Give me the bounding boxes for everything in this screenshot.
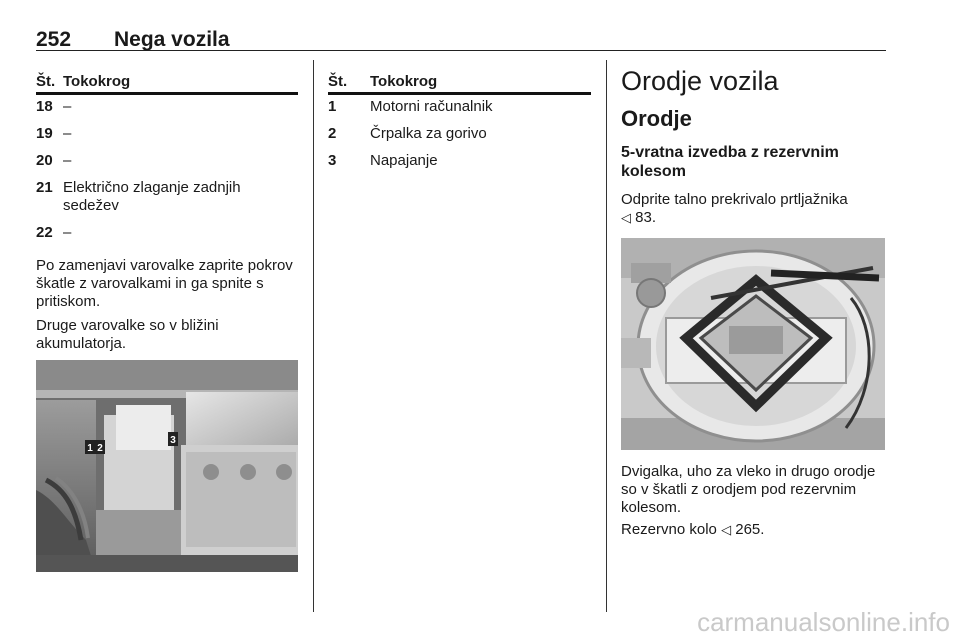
section-heading: 5-vratna izvedba z rezervnim kolesom bbox=[621, 144, 839, 180]
page-reference[interactable]: 83. bbox=[635, 209, 657, 226]
col-num-header: Št. bbox=[328, 73, 348, 90]
table-row: 2 Črpalka za gorivo bbox=[328, 125, 487, 142]
toolkit-photo bbox=[621, 238, 885, 450]
photo-label-2: 2 bbox=[97, 443, 103, 454]
fuse-table-middle bbox=[328, 66, 591, 169]
table-header bbox=[328, 66, 591, 95]
col-circuit-header: Tokokrog bbox=[370, 73, 438, 90]
toolkit-illustration bbox=[621, 238, 885, 450]
fuse-table-left bbox=[36, 66, 298, 241]
page-number: 252 bbox=[36, 28, 72, 51]
page-ref-icon: ◁ bbox=[621, 210, 631, 225]
table-row: 20 – bbox=[36, 152, 72, 169]
table-row: 3 Napajanje bbox=[328, 152, 438, 169]
engine-bay-illustration bbox=[36, 360, 298, 572]
info-paragraph: Dvigalka, uho za vleko in drugo orodje so v škatli z orodjem pod rezervnim kolesom. bbox=[621, 463, 876, 516]
table-row: 1 Motorni računalnik bbox=[328, 98, 493, 115]
page-ref-icon: ◁ bbox=[721, 522, 732, 537]
table-row: 18 – bbox=[36, 98, 72, 115]
table-row: 22 – bbox=[36, 224, 72, 241]
col-num-header: Št. bbox=[36, 73, 56, 90]
section-title: Orodje vozila bbox=[621, 66, 779, 96]
col-circuit-header: Tokokrog bbox=[63, 73, 131, 90]
instruction-paragraph: Odprite talno prekrivalo prtljažnika ◁ 83. bbox=[621, 191, 848, 226]
chapter-title: Nega vozila bbox=[114, 28, 230, 51]
instruction-paragraph: Po zamenjavi varovalke zaprite pokrov škatle z varovalkami in ga spnite s pritiskom. bbox=[36, 257, 293, 310]
engine-bay-photo bbox=[36, 360, 298, 572]
page-header bbox=[36, 26, 886, 51]
subsection-title: Orodje bbox=[621, 106, 692, 131]
photo-label-3: 3 bbox=[170, 435, 176, 446]
photo-label-1: 1 bbox=[87, 443, 93, 454]
table-row: 19 – bbox=[36, 125, 72, 142]
column-divider-right bbox=[606, 60, 607, 612]
spare-wheel-paragraph: Rezervno kolo ◁ 265. bbox=[621, 521, 765, 538]
table-header bbox=[36, 66, 298, 95]
page-reference[interactable]: 265. bbox=[735, 521, 765, 538]
watermark: carmanualsonline.info bbox=[697, 607, 950, 637]
info-paragraph: Druge varovalke so v bližini akumulatorja. bbox=[36, 317, 219, 352]
table-row: 21 Električno zlaganje zadnjih sedežev bbox=[36, 179, 241, 214]
column-divider-left bbox=[313, 60, 314, 612]
